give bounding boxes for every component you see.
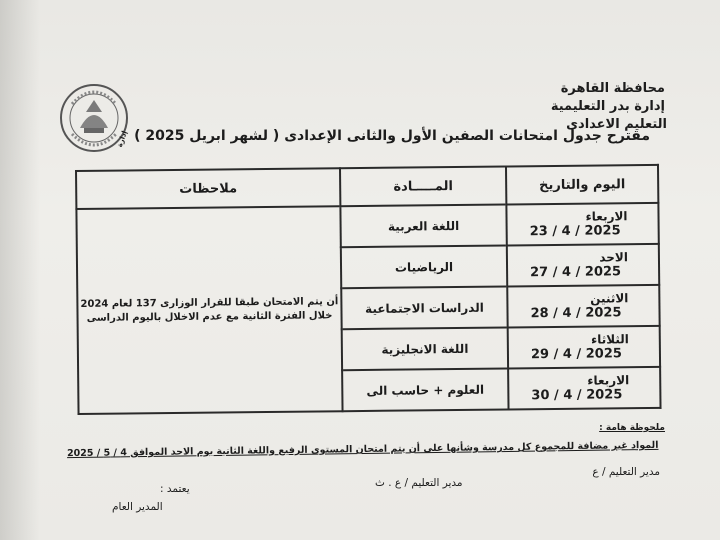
signature-director-deputy: مدير التعليم / ع . ث	[375, 477, 463, 489]
row-day-date	[508, 367, 660, 410]
table-row	[76, 203, 658, 250]
administration-name: إدارة بدر التعليمية	[550, 99, 665, 114]
governorate-name: محافظة القاهرة	[560, 81, 665, 96]
row-date: 2025 / 4 / 30	[531, 387, 623, 404]
row-subject: اللغة العربية	[340, 204, 506, 247]
row-day: الثلاثاء	[590, 332, 629, 347]
remark-text: المواد غير مضافة للمجموع كل مدرسة وشأنها على أن يتم امتحان المستوى الرفيع واللغة الثانية يوم الاحد الموافق 4 / 5 / 2025	[66, 439, 659, 460]
row-day: الاربعاء	[587, 373, 630, 388]
row-date: 2025 / 4 / 27	[530, 264, 622, 281]
header-day-date: اليوم والتاريخ	[506, 165, 658, 205]
row-day: الاحد	[599, 250, 629, 265]
row-day-date	[506, 203, 658, 246]
row-day-date	[507, 285, 659, 328]
approve-label: يعتمد :	[160, 483, 190, 495]
header-notes: ملاحظات	[76, 168, 340, 209]
signature-director: مدير التعليم / ع	[592, 466, 660, 478]
remark-label: ملحوظة هامة :	[599, 423, 665, 433]
row-subject: اللغة الانجليزية	[342, 327, 508, 370]
education-stage: التعليم الاعدادى	[566, 117, 667, 132]
row-day: الاثنين	[590, 291, 629, 306]
exam-schedule-table	[75, 164, 662, 415]
general-director-label: المدير العام	[112, 501, 163, 513]
row-day: الاربعاء	[585, 209, 628, 224]
header-subject: المـــــادة	[340, 166, 506, 206]
row-date: 2025 / 4 / 29	[530, 346, 622, 363]
row-date: 2025 / 4 / 23	[529, 223, 621, 240]
row-day-date	[507, 244, 659, 287]
notes-cell: أن يتم الامتحان طبقا للقرار الوزارى 137 لعام 2024 خلال الفترة الثانية مع عدم الاخلال باليوم الدراسى	[76, 206, 342, 414]
row-day-date	[508, 326, 660, 369]
seal-text: إدارة	[115, 129, 129, 149]
table-header-row	[76, 165, 658, 209]
row-subject: العلوم + حاسب الى	[342, 368, 508, 411]
row-subject: الدراسات الاجتماعية	[341, 286, 507, 329]
row-date: 2025 / 4 / 28	[530, 305, 622, 322]
row-subject: الرياضيات	[341, 245, 507, 288]
page-title: مقترح جدول امتحانات الصفين الأول والثانى الإعدادى ( لشهر ابريل 2025 )	[134, 128, 650, 144]
page-shadow	[0, 0, 40, 540]
